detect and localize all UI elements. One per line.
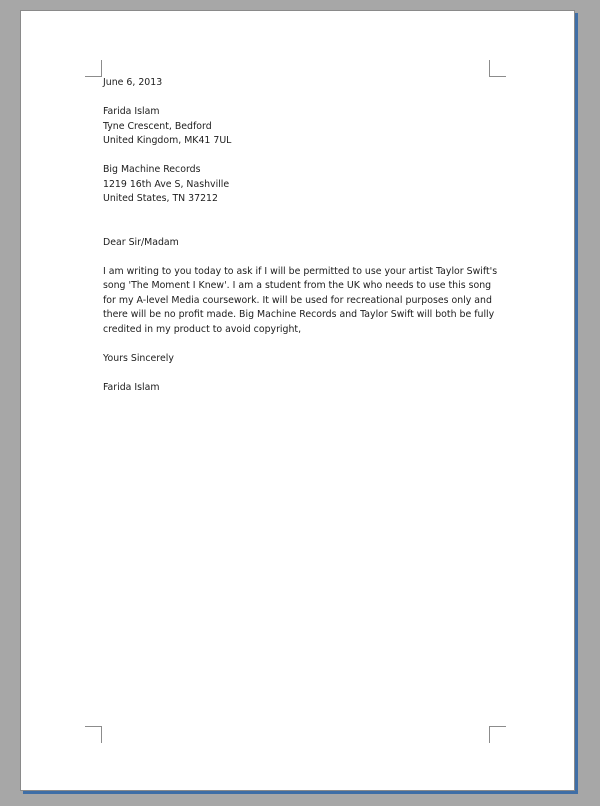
salutation: Dear Sir/Madam (103, 236, 179, 248)
recipient-country-postcode: United States, TN 37212 (103, 193, 218, 204)
salutation-block (103, 236, 493, 251)
body-paragraph (103, 265, 498, 338)
sender-country-postcode: United Kingdom, MK41 7UL (103, 135, 232, 146)
recipient-name: Big Machine Records (103, 164, 201, 175)
margin-corner-bottom-left (85, 726, 102, 743)
margin-corner-top-right (489, 60, 506, 77)
margin-corner-bottom-right (489, 726, 506, 743)
closing: Yours Sincerely (103, 352, 174, 364)
margin-corner-top-left (85, 60, 102, 77)
body-line: song 'The Moment I Knew'. I am a student from the UK who needs to use this song (103, 280, 492, 291)
signature: Farida Islam (103, 381, 160, 393)
body-line: there will be no profit made. Big Machine Records and Taylor Swift will both be fully (103, 309, 495, 320)
closing-block (103, 352, 493, 367)
recipient-address (103, 163, 493, 207)
body-line: I am writing to you today to ask if I will be permitted to use your artist Taylor Swift's (103, 265, 498, 277)
sender-address (103, 105, 493, 149)
body-line: credited in my product to avoid copyright, (103, 323, 302, 335)
date-block (103, 76, 493, 91)
recipient-street: 1219 16th Ave S, Nashville (103, 178, 230, 190)
letter-date: June 6, 2013 (103, 77, 163, 88)
sender-street: Tyne Crescent, Bedford (103, 120, 212, 132)
signature-block (103, 381, 493, 396)
body-line: for my A-level Media coursework. It will be used for recreational purposes only and (103, 294, 492, 306)
sender-name: Farida Islam (103, 106, 160, 117)
letter-body[interactable] (103, 76, 498, 410)
